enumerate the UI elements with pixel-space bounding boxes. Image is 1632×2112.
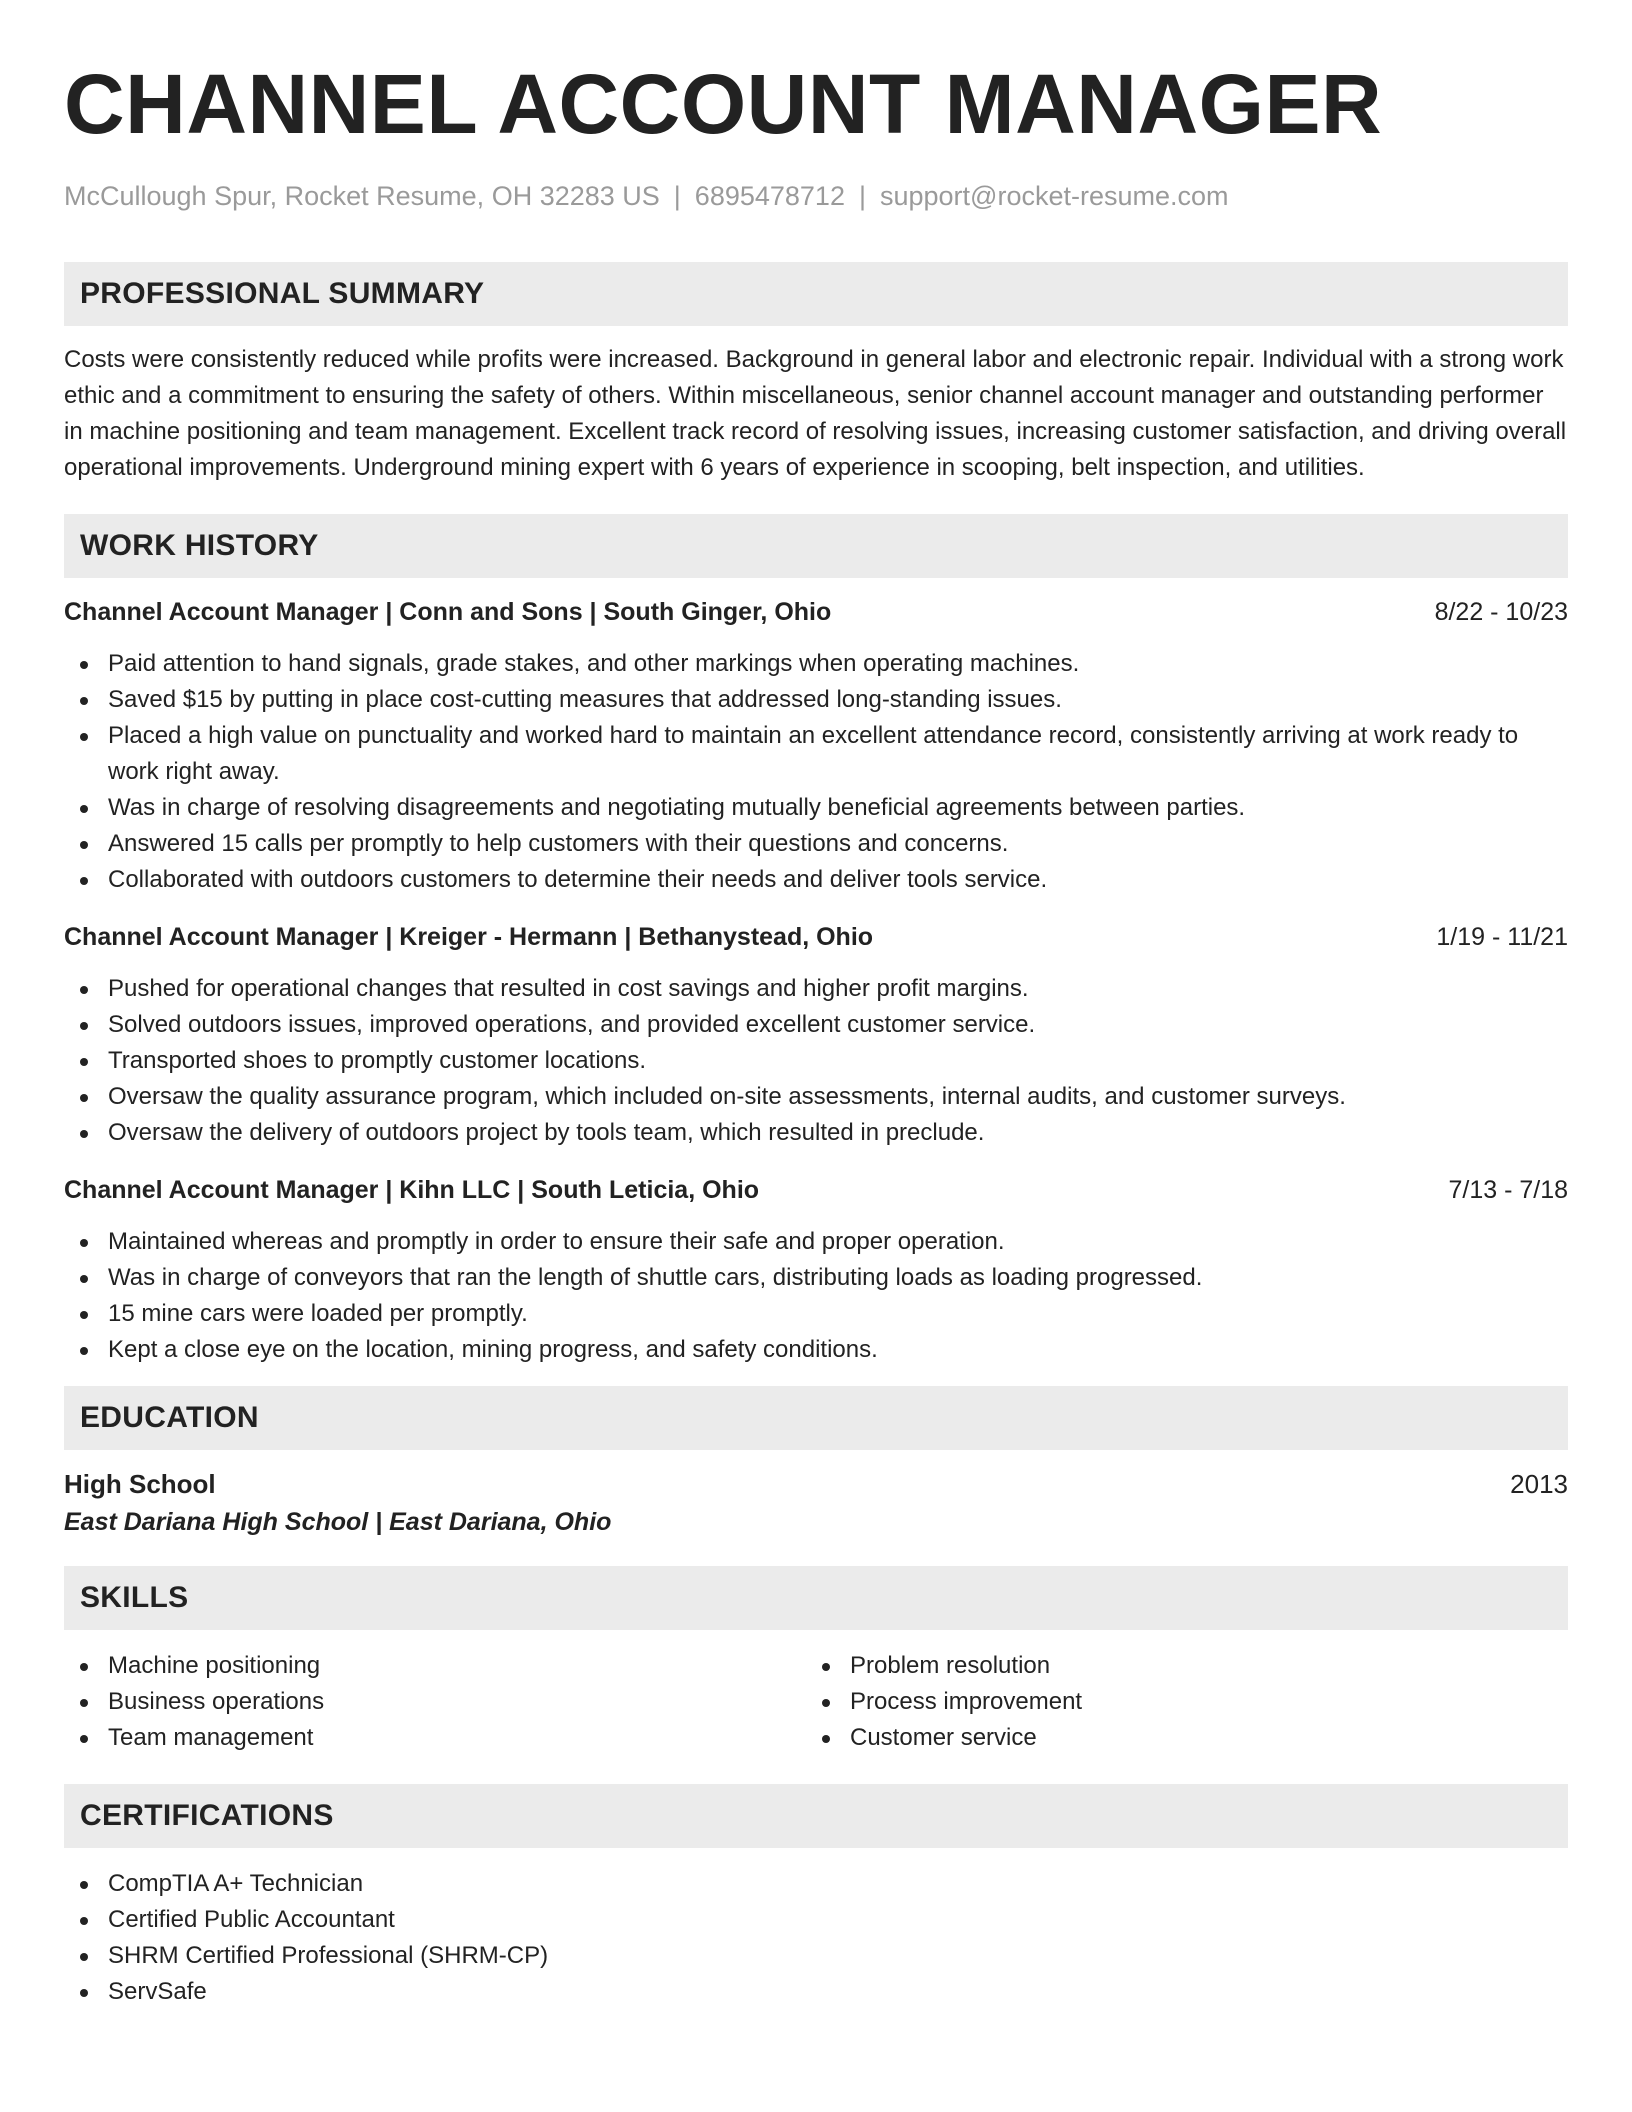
contact-line	[64, 180, 1568, 212]
contact-address: McCullough Spur, Rocket Resume, OH 32283 US	[64, 181, 660, 211]
summary-text: Costs were consistently reduced while profits were increased. Background in general labor and electronic repair. Individual with a strong work ethic and a commitment to ensuring the safety of others. Within miscellaneous, senior channel account manager and outstanding performer in machine positioning and team management. Excellent track record of resolving issues, increasing customer satisfaction, and driving overall operational improvements. Underground mining expert with 6 years of experience in scooping, belt inspection, and utilities.	[64, 346, 1567, 481]
skill-item: Machine positioning	[64, 1648, 806, 1684]
job-bullet: Transported shoes to promptly customer locations.	[64, 1043, 1568, 1079]
education-heading: EDUCATION	[64, 1386, 1568, 1450]
skill-item: Problem resolution	[806, 1648, 1548, 1684]
job-dates: 7/13 - 7/18	[1448, 1176, 1568, 1204]
job-dates: 1/19 - 11/21	[1436, 923, 1568, 951]
summary-heading: PROFESSIONAL SUMMARY	[64, 262, 1568, 326]
certifications-list	[64, 1866, 1568, 2010]
job-bullet: Placed a high value on punctuality and worked hard to maintain an excellent attendance record, consistently arriving at work ready to work right away.	[64, 718, 1568, 790]
skill-item: Team management	[64, 1720, 806, 1756]
job-bullet: Saved $15 by putting in place cost-cutting measures that addressed long-standing issues.	[64, 682, 1568, 718]
job-bullet: Pushed for operational changes that resulted in cost savings and higher profit margins.	[64, 971, 1568, 1007]
job-title: Channel Account Manager | Kreiger - Hermann | Bethanystead, Ohio	[64, 923, 874, 951]
skills-heading: SKILLS	[64, 1566, 1568, 1630]
education-degree: High School	[64, 1469, 216, 1499]
job-bullet: Solved outdoors issues, improved operations, and provided excellent customer service.	[64, 1007, 1568, 1043]
job-title: Channel Account Manager | Kihn LLC | South Leticia, Ohio	[64, 1176, 760, 1204]
job-bullet: Paid attention to hand signals, grade stakes, and other markings when operating machines.	[64, 646, 1568, 682]
certification-item: Certified Public Accountant	[64, 1902, 1568, 1938]
skills-column-left	[64, 1648, 806, 1756]
contact-separator: |	[673, 181, 681, 211]
job-bullets	[64, 1224, 1568, 1368]
work-history-heading: WORK HISTORY	[64, 514, 1568, 578]
job-bullet: Was in charge of conveyors that ran the length of shuttle cars, distributing loads as loading progressed.	[64, 1260, 1568, 1296]
skill-item: Process improvement	[806, 1684, 1548, 1720]
job-bullet: Maintained whereas and promptly in order to ensure their safe and proper operation.	[64, 1224, 1568, 1260]
education-entry	[64, 1468, 1568, 1538]
skills-column-right	[806, 1648, 1548, 1756]
contact-email: support@rocket-resume.com	[879, 181, 1229, 211]
job-bullet: Kept a close eye on the location, mining progress, and safety conditions.	[64, 1332, 1568, 1368]
job-entry	[64, 596, 1568, 898]
education-header	[64, 1468, 1568, 1500]
job-bullets	[64, 646, 1568, 898]
certification-item: CompTIA A+ Technician	[64, 1866, 1568, 1902]
skill-item: Customer service	[806, 1720, 1548, 1756]
job-bullet: Was in charge of resolving disagreements and negotiating mutually beneficial agreements between parties.	[64, 790, 1568, 826]
job-bullet: Oversaw the quality assurance program, which included on-site assessments, internal audits, and customer surveys.	[64, 1079, 1568, 1115]
job-bullet: Collaborated with outdoors customers to determine their needs and deliver tools service.	[64, 862, 1568, 898]
skill-item: Business operations	[64, 1684, 806, 1720]
education-year: 2013	[1510, 1469, 1568, 1499]
job-bullets	[64, 971, 1568, 1151]
certification-item: ServSafe	[64, 1974, 1568, 2010]
job-entry	[64, 921, 1568, 1151]
job-bullet: 15 mine cars were loaded per promptly.	[64, 1296, 1568, 1332]
resume-page	[64, 0, 1568, 2010]
contact-separator: |	[858, 181, 866, 211]
job-header	[64, 921, 1568, 953]
certification-item: SHRM Certified Professional (SHRM-CP)	[64, 1938, 1568, 1974]
job-header	[64, 1174, 1568, 1206]
job-title: Channel Account Manager | Conn and Sons | South Ginger, Ohio	[64, 598, 832, 626]
job-bullet: Oversaw the delivery of outdoors project by tools team, which resulted in preclude.	[64, 1115, 1568, 1151]
candidate-name: CHANNEL ACCOUNT MANAGER	[64, 57, 1383, 151]
contact-phone: 6895478712	[694, 181, 845, 211]
job-header	[64, 596, 1568, 628]
skills-grid	[64, 1648, 1568, 1756]
certifications-heading: CERTIFICATIONS	[64, 1784, 1568, 1848]
job-dates: 8/22 - 10/23	[1434, 598, 1568, 626]
job-entry	[64, 1174, 1568, 1368]
job-bullet: Answered 15 calls per promptly to help customers with their questions and concerns.	[64, 826, 1568, 862]
education-school: East Dariana High School | East Dariana, Ohio	[64, 1508, 612, 1536]
